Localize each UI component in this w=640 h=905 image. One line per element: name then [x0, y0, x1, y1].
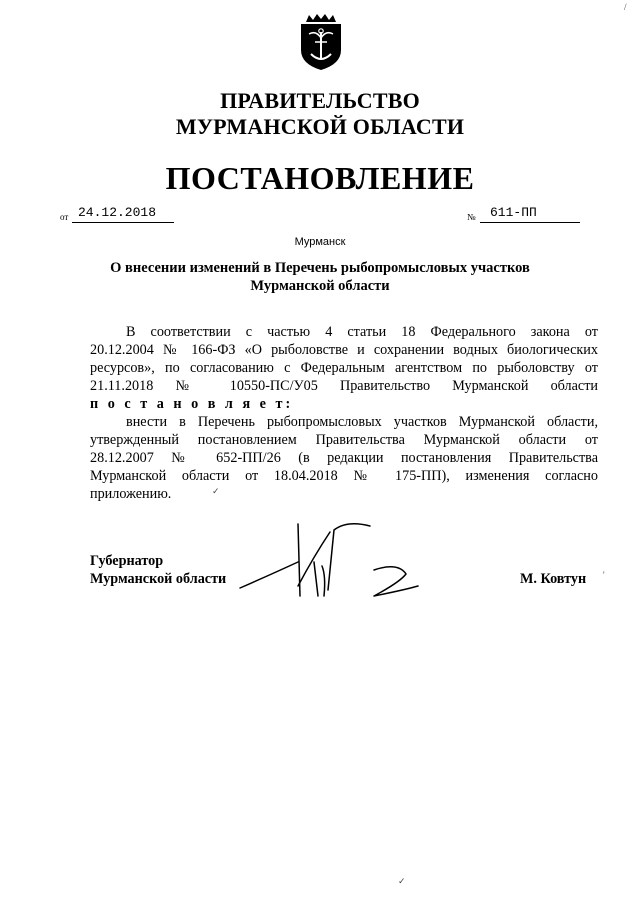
coat-of-arms-emblem: [296, 12, 346, 72]
body-p2-line: 28.12.2007 № 652-ПП/26 (в редакции постановления Правительства: [90, 450, 598, 466]
body-p1-line: 21.11.2018 № 10550-ПС/У05 Правительство Мурманской области: [90, 378, 598, 394]
body-p1-line: 20.12.2004 № 166-ФЗ «О рыболовстве и сохранении водных биологических: [90, 342, 598, 358]
subject-line2: Мурманской области: [250, 278, 390, 294]
document-number: 611-ПП: [490, 205, 537, 220]
body-p1-line: В соответствии с частью 4 статьи 18 Федерального закона от: [126, 324, 598, 340]
number-underline: [480, 222, 580, 223]
scan-mark: ✓: [398, 876, 406, 886]
city: Мурманск: [294, 236, 346, 248]
handwritten-signature: [222, 516, 452, 606]
body-p2-line: Мурманской области от 18.04.2018 № 175-ПП), изменения согласно: [90, 468, 598, 484]
org-name-line2: МУРМАНСКОЙ ОБЛАСТИ: [175, 114, 465, 139]
signatory-name: М. Ковтун: [520, 571, 587, 587]
decree-word: п о с т а н о в л я е т:: [90, 396, 294, 412]
scan-mark: /: [624, 2, 627, 12]
body-p1-line: ресурсов», по согласованию с Федеральным агентством по рыболовству от: [90, 360, 598, 376]
body-p2-line: утвержденный постановлением Правительства Мурманской области от: [90, 432, 598, 448]
signatory-title-line2: Мурманской области: [90, 571, 227, 587]
subject-line1: О внесении изменений в Перечень рыбопромысловых участков: [110, 260, 530, 276]
scan-mark: ✓: [212, 486, 220, 496]
date-prefix: от: [60, 212, 69, 222]
body-p2-line: внести в Перечень рыбопромысловых участков Мурманской области,: [126, 414, 598, 430]
scan-mark: ': [603, 570, 605, 580]
date-underline: [72, 222, 174, 223]
org-name-line1: ПРАВИТЕЛЬСТВО: [220, 88, 420, 113]
document-date: 24.12.2018: [78, 205, 157, 220]
body-p2-last-line: приложению.: [90, 486, 172, 502]
document-type: ПОСТАНОВЛЕНИЕ: [165, 160, 475, 196]
number-prefix: №: [467, 212, 476, 222]
signatory-title-line1: Губернатор: [90, 553, 164, 569]
